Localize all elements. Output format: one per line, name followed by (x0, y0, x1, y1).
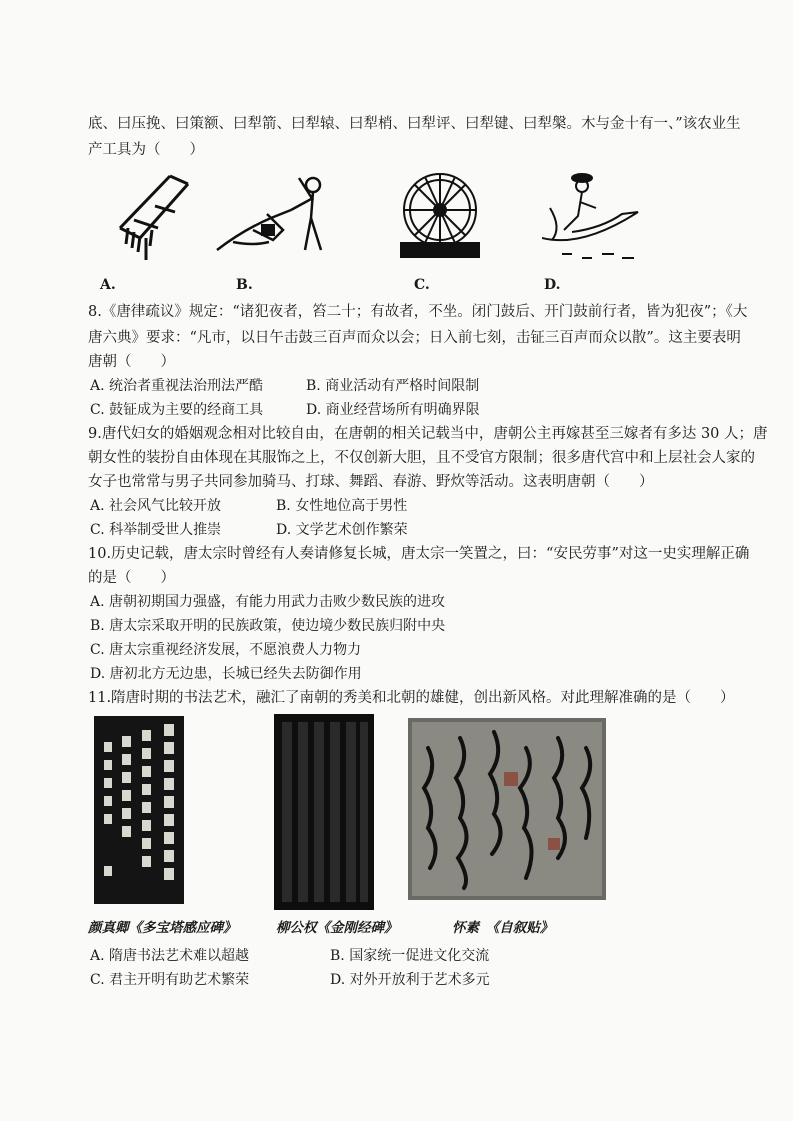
q9-option-b[interactable]: B. 女性地位高于男性 (276, 498, 408, 514)
q8-option-a[interactable]: A. 统治者重视法治刑法严酷 (90, 378, 264, 394)
calligraphy-yan-zhenqing-image (94, 716, 184, 904)
option-d-label: D. (544, 277, 561, 293)
boat-rowing-icon (542, 168, 642, 268)
option-a-label: A. (100, 277, 116, 293)
q8-option-c[interactable]: C. 鼓钲成为主要的经商工具 (90, 402, 264, 418)
caption-liu-gongquan: 柳公权《金刚经碑》 (276, 920, 398, 936)
q7-line-2: 产工具为（ ） (88, 142, 204, 158)
q10-line-2: 的是（ ） (88, 570, 175, 586)
harrow-tool-icon (100, 168, 200, 268)
water-wheel-icon (395, 168, 485, 263)
q8-option-b[interactable]: B. 商业活动有严格时间限制 (306, 378, 480, 394)
q9-line-2: 朝女性的装扮自由体现在其服饰之上，不仅创新大胆，且不受官方限制；很多唐代宫中和上层社会人家的 (88, 450, 755, 466)
q10-line-1: 10.历史记载，唐太宗时曾经有人奏请修复长城，唐太宗一笑置之，曰：“安民劳事”对这一史实理解正确 (88, 546, 750, 562)
q10-option-b[interactable]: B. 唐太宗采取开明的民族政策，使边境少数民族归附中央 (90, 618, 446, 634)
q8-line-3: 唐朝（ ） (88, 354, 175, 370)
q11-option-b[interactable]: B. 国家统一促进文化交流 (330, 948, 490, 964)
q11-option-d[interactable]: D. 对外开放利于艺术多元 (330, 972, 490, 988)
caption-huai-su: 怀素 《自叙贴》 (452, 920, 554, 936)
q9-option-a[interactable]: A. 社会风气比较开放 (90, 498, 222, 514)
q8-option-d[interactable]: D. 商业经营场所有明确界限 (306, 402, 480, 418)
plow-farmer-icon (213, 170, 343, 260)
calligraphy-huai-su-image (408, 718, 606, 900)
q11-line-1: 11.隋唐时期的书法艺术，融汇了南朝的秀美和北朝的雄健，创出新风格。对此理解准确的是（ ） (88, 690, 735, 706)
option-b-label: B. (236, 277, 253, 293)
q11-option-a[interactable]: A. 隋唐书法艺术难以超越 (90, 948, 250, 964)
q10-option-a[interactable]: A. 唐朝初期国力强盛，有能力用武力击败少数民族的进攻 (90, 594, 446, 610)
q8-line-2: 唐六典》要求：“凡市，以日午击鼓三百声而众以会；日入前七刻，击钲三百声而众以散”。这主要表明 (88, 330, 741, 346)
calligraphy-liu-gongquan-image (274, 714, 374, 910)
q8-line-1: 8.《唐律疏议》规定：“诸犯夜者，笞二十；有故者，不坐。闭门鼓后、开门鼓前行者，皆为犯夜”；《大 (88, 304, 748, 320)
q11-option-c[interactable]: C. 君主开明有助艺术繁荣 (90, 972, 250, 988)
q10-option-c[interactable]: C. 唐太宗重视经济发展，不愿浪费人力物力 (90, 642, 362, 658)
q9-line-3: 女子也常常与男子共同参加骑马、打球、舞蹈、春游、野炊等活动。这表明唐朝（ ） (88, 474, 654, 490)
q9-line-1: 9.唐代妇女的婚姻观念相对比较自由，在唐朝的相关记载当中，唐朝公主再嫁甚至三嫁者有多达 30 人；唐 (88, 426, 768, 442)
caption-yan-zhenqing: 颜真卿《多宝塔感应碑》 (88, 920, 237, 936)
q9-option-d[interactable]: D. 文学艺术创作繁荣 (276, 522, 408, 538)
option-c-label: C. (414, 277, 430, 293)
q10-option-d[interactable]: D. 唐初北方无边患，长城已经失去防御作用 (90, 666, 362, 682)
q9-option-c[interactable]: C. 科举制受世人推崇 (90, 522, 222, 538)
q7-line-1: 底、曰压挽、曰策额、曰犁箭、曰犁辕、曰犁梢、曰犁评、曰犁键、曰犁槃。木与金十有一、”该农业生 (88, 116, 741, 132)
